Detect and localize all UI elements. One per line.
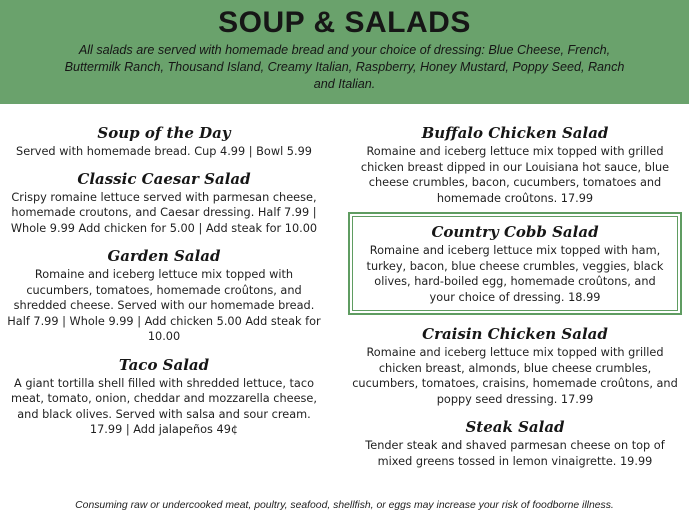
item-name: Classic Caesar Salad <box>77 169 251 188</box>
item-name: Garden Salad <box>107 247 221 265</box>
item-description: Romaine and iceberg lettuce mix topped with cucumbers, tomatoes, homemade croûtons, and shredded cheese. Served with our homemade bread. Half 7.99 | Whole 9.99 | Add chicken 5.00 Add steak for 10.00 <box>7 268 321 343</box>
item-description: Romaine and iceberg lettuce mix topped with grilled chicken breast dipped in our Louisiana hot sauce, blue cheese crumbles, bacon, cucumbers, tomatoes and homemade croûtons. 17.99 <box>360 145 670 205</box>
item-description: Tender steak and shaved parmesan cheese on top of mixed greens tossed in lemon vinaigrette. 19.99 <box>365 439 665 468</box>
menu-item-garden <box>6 245 322 345</box>
menu-item-craisin <box>348 323 682 407</box>
item-name: Buffalo Chicken Salad <box>421 124 609 142</box>
item-description: Romaine and iceberg lettuce mix topped with grilled chicken breast, almonds, blue cheese crumbles, cucumbers, tomatoes, craisins, homemade croûtons, and poppy seed dressing. 17.99 <box>352 346 678 406</box>
item-description: Served with homemade bread. Cup 4.99 | Bowl 5.99 <box>16 145 312 158</box>
disclaimer: Consuming raw or undercooked meat, poultry, seafood, shellfish, or eggs may increase your risk of foodborne illness. <box>75 500 614 511</box>
menu-item-steak <box>348 416 682 469</box>
item-description: Romaine and iceberg lettuce mix topped with ham, turkey, bacon, blue cheese crumbles, veggies, black olives, hard-boiled egg, homemade croûtons, and your choice of dressing. 18.99 <box>366 244 664 304</box>
item-name: Craisin Chicken Salad <box>422 325 608 343</box>
menu-item-cobb <box>352 216 678 311</box>
item-name: Steak Salad <box>465 418 565 436</box>
menu-item-soup <box>6 122 322 160</box>
left-column <box>6 122 322 438</box>
featured-box <box>348 212 682 315</box>
item-name: Country Cobb Salad <box>431 223 599 241</box>
menu-item-caesar <box>6 168 322 237</box>
page-subtitle: All salads are served with homemade bread and your choice of dressing: Blue Cheese, French, Buttermilk Ranch, Thousand Island, Creamy Italian, Raspberry, Honey Mustard, Poppy Seed, Ranch and Italian. <box>64 43 625 91</box>
menu-item-buffalo <box>348 122 682 206</box>
item-description: A giant tortilla shell filled with shredded lettuce, taco meat, tomato, onion, cheddar and mozzarella cheese, and black olives. Served with salsa and sour cream. 17.99 | Add jalapeños 49¢ <box>11 376 317 436</box>
item-name: Taco Salad <box>118 355 210 374</box>
item-description: Crispy romaine lettuce served with parmesan cheese, homemade croutons, and Caesar dressing. Half 7.99 | Whole 9.99 Add chicken for 5.00 | Add steak for 10.00 <box>10 190 318 235</box>
page-title: SOUP & SALADS <box>218 6 471 39</box>
menu-item-taco <box>6 354 322 438</box>
right-column <box>348 122 682 469</box>
item-name: Soup of the Day <box>97 124 231 142</box>
